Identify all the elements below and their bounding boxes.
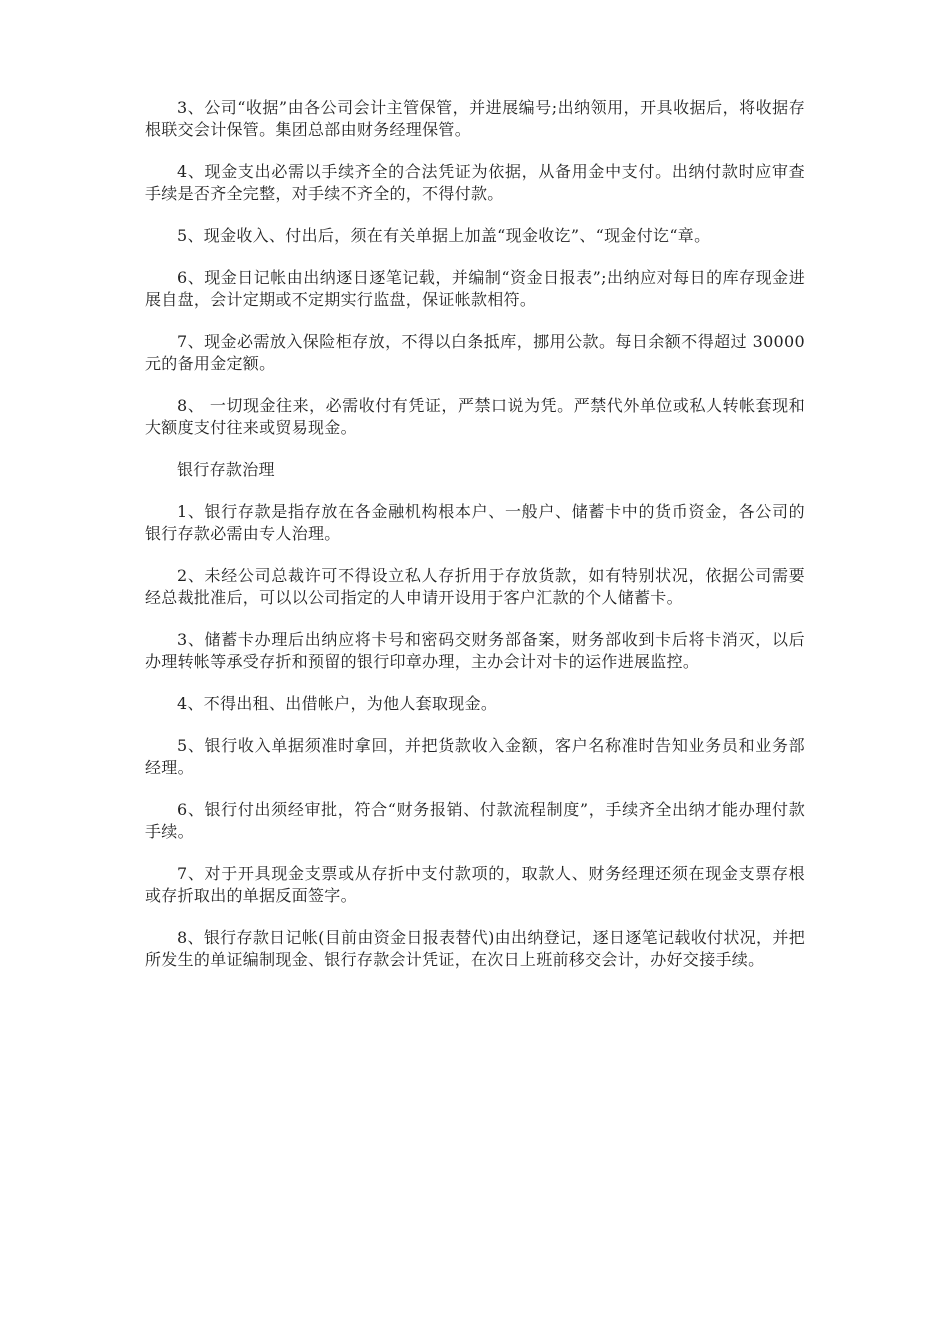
cash-rule-8: 8、 一切现金往来，必需收付有凭证，严禁口说为凭。严禁代外单位或私人转帐套现和大额度支付往来或贸易现金。: [145, 396, 805, 437]
section-heading-bank-deposit: 银行存款治理: [177, 460, 275, 479]
bank-rule-1: 1、银行存款是指存放在各金融机构根本户、一般户、储蓄卡中的货币资金，各公司的银行存款必需由专人治理。: [145, 502, 805, 543]
bank-rule-2: 2、未经公司总裁许可不得设立私人存折用于存放货款，如有特别状况，依据公司需要经总裁批准后，可以以公司指定的人申请开设用于客户汇款的个人储蓄卡。: [145, 566, 805, 607]
bank-rule-8: 8、银行存款日记帐(目前由资金日报表替代)由出纳登记，逐日逐笔记载收付状况，并把所发生的单证编制现金、银行存款会计凭证，在次日上班前移交会计，办好交接手续。: [145, 928, 805, 969]
bank-rule-3: 3、储蓄卡办理后出纳应将卡号和密码交财务部备案，财务部收到卡后将卡消灭，以后办理转帐等承受存折和预留的银行印章办理，主办会计对卡的运作进展监控。: [145, 630, 805, 671]
cash-rule-4: 4、现金支出必需以手续齐全的合法凭证为依据，从备用金中支付。出纳付款时应审查手续是否齐全完整，对手续不齐全的，不得付款。: [145, 162, 805, 203]
bank-rule-7: 7、对于开具现金支票或从存折中支付款项的，取款人、财务经理还须在现金支票存根或存折取出的单据反面签字。: [145, 864, 805, 905]
cash-rule-6: 6、现金日记帐由出纳逐日逐笔记载，并编制“资金日报表”;出纳应对每日的库存现金进展自盘，会计定期或不定期实行监盘，保证帐款相符。: [145, 268, 805, 309]
cash-rule-5: 5、现金收入、付出后，须在有关单据上加盖“现金收讫”、“现金付讫“章。: [177, 226, 711, 245]
bank-rule-6: 6、银行付出须经审批，符合“财务报销、付款流程制度”，手续齐全出纳才能办理付款手续。: [145, 800, 805, 841]
bank-rule-5: 5、银行收入单据须准时拿回，并把货款收入金额，客户名称准时告知业务员和业务部经理。: [145, 736, 805, 777]
cash-rule-7: 7、现金必需放入保险柜存放，不得以白条抵库，挪用公款。每日余额不得超过 30000 元的备用金定额。: [145, 332, 805, 373]
cash-rule-3: 3、公司“收据”由各公司会计主管保管，并进展编号;出纳领用，开具收据后，将收据存根联交会计保管。集团总部由财务经理保管。: [145, 98, 805, 139]
bank-rule-4: 4、不得出租、出借帐户，为他人套取现金。: [177, 694, 498, 713]
document-body: [145, 97, 805, 991]
